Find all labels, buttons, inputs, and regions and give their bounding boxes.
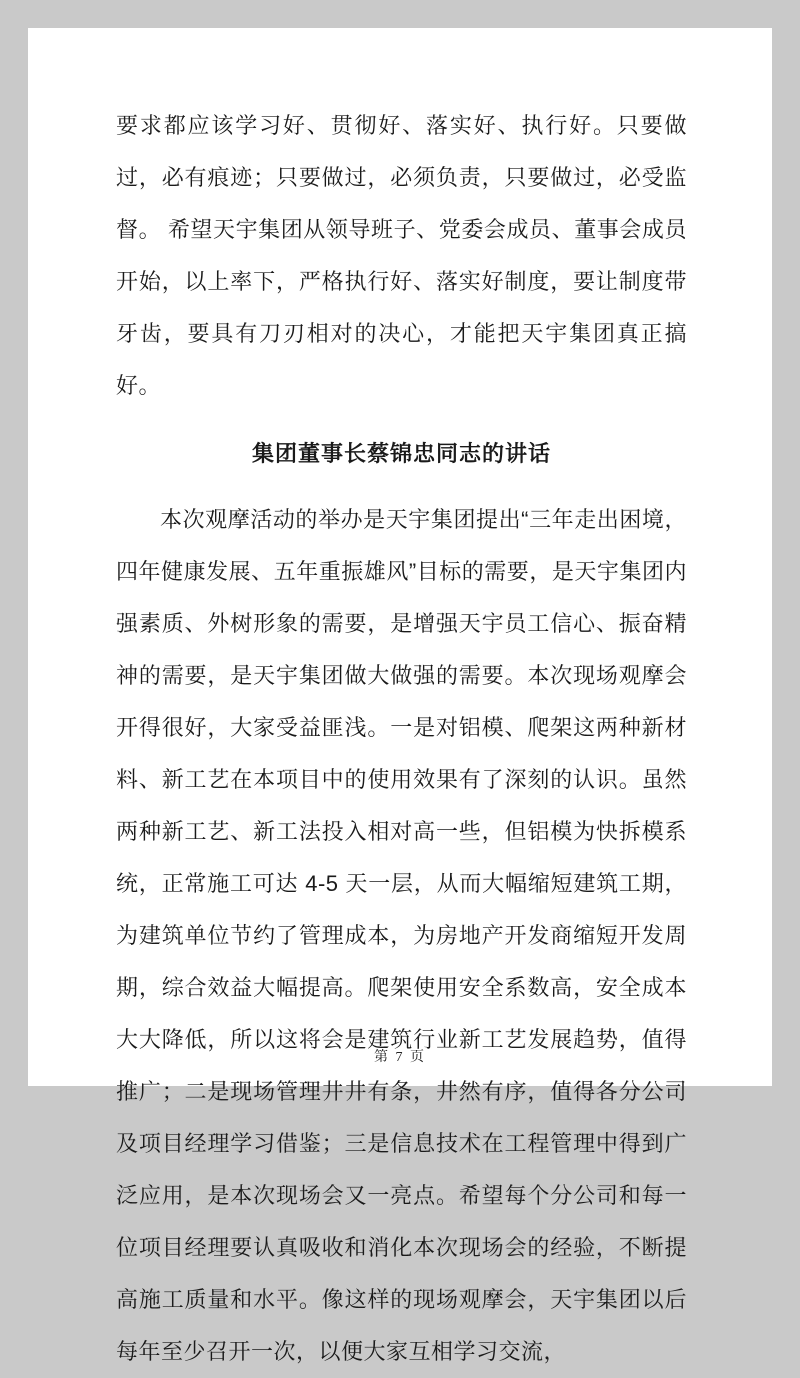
document-page (28, 28, 772, 1364)
paragraph-continuation: 要求都应该学习好、贯彻好、落实好、执行好。只要做过，必有痕迹；只要做过，必须负责，只要做过，必受监督。 希望天宇集团从领导班子、党委会成员、董事会成员开始，以上率下，严格执行好、落实好制度，要让制度带牙齿，要具有刀刃相对的决心，才能把天宇集团真正搞好。 (116, 113, 687, 398)
section-title: 集团董事长蔡锦忠同志的讲话 (251, 441, 551, 466)
speech-paragraph: 本次观摩活动的举办是天宇集团提出“三年走出困境，四年健康发展、五年重振雄风”目标的需要，是天宇集团内强素质、外树形象的需要，是增强天宇员工信心、振奋精神的需要，是天宇集团做大做强的需要。本次现场观摩会开得很好，大家受益匪浅。一是对铝模、爬架这两种新材料、新工艺在本项目中的使用效果有了深刻的认识。虽然两种新工艺、新工法投入相对高一些，但铝模为快拆模系统，正常施工可达 4-5 天一层，从而大幅缩短建筑工期，为建筑单位节约了管理成本，为房地产开发商缩短开发周期，综合效益大幅提高。爬架使用安全系数高，安全成本大大降低，所以这将会是建筑行业新工艺发展趋势，值得推广；二是现场管理井井有条，井然有序，值得各分公司及项目经理学习借鉴；三是信息技术在工程管理中得到广泛应用，是本次现场会又一亮点。希望每个分公司和每一位项目经理要认真吸收和消化本次现场会的经验，不断提高施工质量和水平。像这样的现场观摩会，天宇集团以后每年至少召开一次，以便大家互相学习交流， (116, 507, 687, 1364)
page-number: 第 7 页 (374, 1050, 426, 1065)
